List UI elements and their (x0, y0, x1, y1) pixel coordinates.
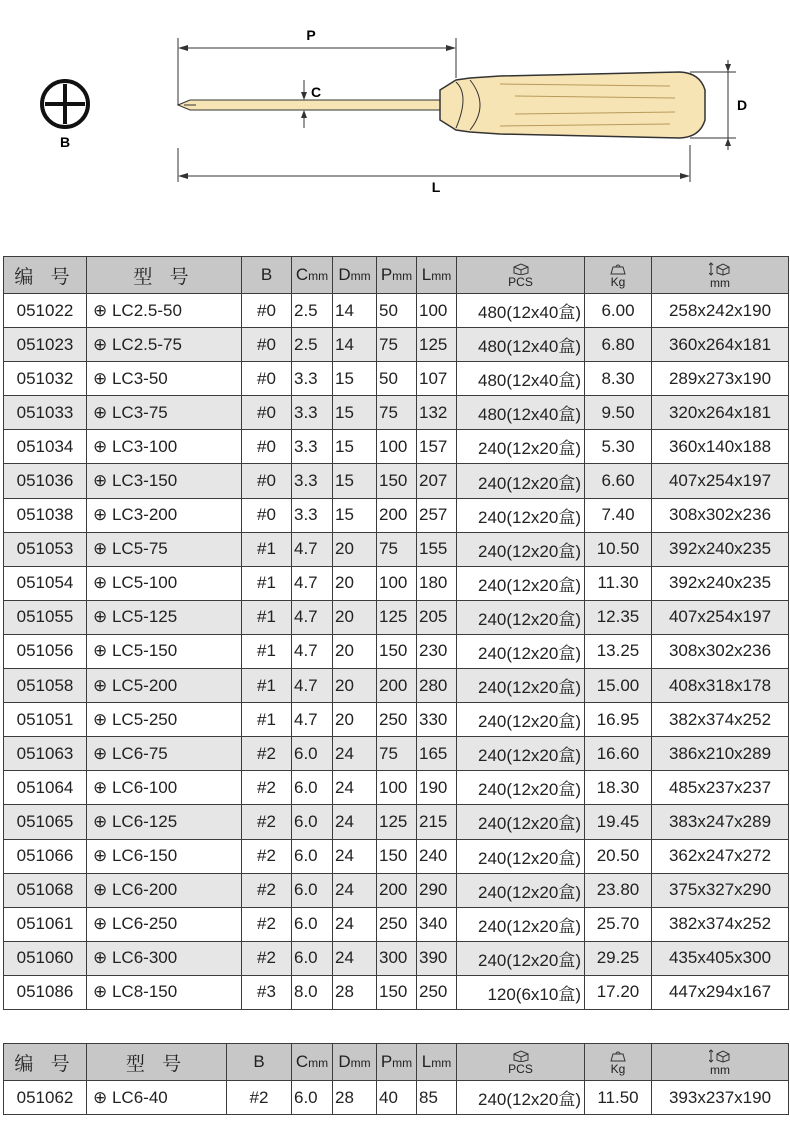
cell-mm: 362x247x272 (652, 839, 789, 873)
header-c: Cmm (292, 257, 333, 294)
cell-l: 207 (417, 464, 457, 498)
cell-mm: 392x240x235 (652, 532, 789, 566)
cell-l: 330 (417, 703, 457, 737)
cell-p: 150 (377, 839, 417, 873)
table-row (4, 907, 789, 941)
header-d: Dmm (333, 257, 377, 294)
cell-model: ⊕ LC3-50 (87, 362, 242, 396)
screwdriver-dimension-diagram (0, 0, 790, 200)
cell-code: 051032 (4, 362, 87, 396)
cell-mm: 392x240x235 (652, 566, 789, 600)
cell-p: 150 (377, 634, 417, 668)
cell-code: 051033 (4, 396, 87, 430)
cell-l: 250 (417, 975, 457, 1009)
carton-box-icon (512, 1050, 530, 1062)
cell-d: 14 (333, 328, 377, 362)
label-l: L (431, 179, 441, 195)
header-b: B (227, 1044, 292, 1081)
cell-b: #1 (242, 634, 292, 668)
cell-kg: 5.30 (585, 430, 652, 464)
cell-model: ⊕ LC6-250 (87, 907, 242, 941)
weight-icon (610, 1050, 626, 1062)
cell-kg: 11.30 (585, 566, 652, 600)
cell-l: 280 (417, 669, 457, 703)
cell-code: 051051 (4, 703, 87, 737)
cell-c: 6.0 (292, 805, 333, 839)
cell-c: 3.3 (292, 362, 333, 396)
label-d: D (736, 97, 748, 113)
cell-model: ⊕ LC6-40 (87, 1081, 227, 1115)
cell-mm: 382x374x252 (652, 703, 789, 737)
cell-p: 125 (377, 600, 417, 634)
cell-model: ⊕ LC6-200 (87, 873, 242, 907)
cell-d: 20 (333, 669, 377, 703)
cell-mm: 408x318x178 (652, 669, 789, 703)
cell-b: #1 (242, 669, 292, 703)
cell-code: 051054 (4, 566, 87, 600)
cell-b: #0 (242, 362, 292, 396)
cell-pcs: 240(12x20盒) (457, 805, 585, 839)
cell-d: 14 (333, 294, 377, 328)
table-row (4, 839, 789, 873)
table-row (4, 328, 789, 362)
cell-model: ⊕ LC5-100 (87, 566, 242, 600)
cell-mm: 308x302x236 (652, 498, 789, 532)
cell-l: 155 (417, 532, 457, 566)
header-kg: Kg (585, 257, 652, 294)
header-b: B (242, 257, 292, 294)
cell-l: 165 (417, 737, 457, 771)
cell-d: 24 (333, 805, 377, 839)
cell-d: 15 (333, 498, 377, 532)
cell-model: ⊕ LC6-75 (87, 737, 242, 771)
cell-l: 257 (417, 498, 457, 532)
cell-pcs: 120(6x10盒) (457, 975, 585, 1009)
cell-kg: 13.25 (585, 634, 652, 668)
cell-d: 15 (333, 430, 377, 464)
cell-d: 24 (333, 941, 377, 975)
cell-p: 75 (377, 737, 417, 771)
cell-mm: 258x242x190 (652, 294, 789, 328)
header-p: Pmm (377, 1044, 417, 1081)
cell-b: #2 (242, 737, 292, 771)
table-row (4, 805, 789, 839)
cell-b: #0 (242, 464, 292, 498)
cell-l: 157 (417, 430, 457, 464)
screwdriver-shaft (178, 100, 440, 110)
cell-l: 85 (417, 1081, 457, 1115)
cell-c: 6.0 (292, 873, 333, 907)
cell-model: ⊕ LC5-250 (87, 703, 242, 737)
screwdriver-handle (440, 72, 705, 138)
table-row (4, 600, 789, 634)
cell-pcs: 240(12x20盒) (457, 669, 585, 703)
cell-d: 20 (333, 703, 377, 737)
cell-c: 6.0 (292, 771, 333, 805)
header-l: Lmm (417, 1044, 457, 1081)
cell-model: ⊕ LC6-100 (87, 771, 242, 805)
cell-model: ⊕ LC5-200 (87, 669, 242, 703)
cell-b: #0 (242, 396, 292, 430)
dimension-box-icon (709, 1049, 731, 1063)
cell-kg: 12.35 (585, 600, 652, 634)
cell-p: 150 (377, 464, 417, 498)
cell-l: 215 (417, 805, 457, 839)
table-row (4, 669, 789, 703)
header-mm: mm (652, 257, 789, 294)
cell-kg: 8.30 (585, 362, 652, 396)
table-row (4, 737, 789, 771)
cell-c: 4.7 (292, 634, 333, 668)
cell-pcs: 240(12x20盒) (457, 907, 585, 941)
cell-c: 6.0 (292, 941, 333, 975)
cell-code: 051056 (4, 634, 87, 668)
cell-pcs: 240(12x20盒) (457, 839, 585, 873)
cell-b: #0 (242, 294, 292, 328)
cell-l: 290 (417, 873, 457, 907)
cell-code: 051068 (4, 873, 87, 907)
weight-icon (610, 263, 626, 275)
cell-mm: 308x302x236 (652, 634, 789, 668)
cell-b: #1 (242, 532, 292, 566)
cell-b: #2 (242, 873, 292, 907)
cell-d: 24 (333, 771, 377, 805)
cell-c: 4.7 (292, 600, 333, 634)
cell-p: 100 (377, 566, 417, 600)
cell-code: 051038 (4, 498, 87, 532)
cell-mm: 375x327x290 (652, 873, 789, 907)
cell-c: 3.3 (292, 464, 333, 498)
cell-p: 75 (377, 532, 417, 566)
cell-model: ⊕ LC6-150 (87, 839, 242, 873)
cell-kg: 25.70 (585, 907, 652, 941)
cell-d: 20 (333, 532, 377, 566)
table-row (4, 634, 789, 668)
cell-c: 6.0 (292, 1081, 333, 1115)
cell-mm: 289x273x190 (652, 362, 789, 396)
cell-model: ⊕ LC3-200 (87, 498, 242, 532)
cell-l: 240 (417, 839, 457, 873)
header-l: Lmm (417, 257, 457, 294)
cell-b: #2 (242, 839, 292, 873)
cell-kg: 20.50 (585, 839, 652, 873)
cell-pcs: 240(12x20盒) (457, 634, 585, 668)
cell-pcs: 480(12x40盒) (457, 396, 585, 430)
table-header-row (4, 257, 789, 294)
table-row (4, 975, 789, 1009)
cell-p: 50 (377, 294, 417, 328)
table-row (4, 498, 789, 532)
cell-code: 051058 (4, 669, 87, 703)
table-row (4, 1081, 789, 1115)
cell-kg: 23.80 (585, 873, 652, 907)
cell-pcs: 240(12x20盒) (457, 430, 585, 464)
cell-model: ⊕ LC3-100 (87, 430, 242, 464)
cell-l: 107 (417, 362, 457, 396)
cell-mm: 320x264x181 (652, 396, 789, 430)
cell-d: 28 (333, 1081, 377, 1115)
table-row (4, 566, 789, 600)
cell-p: 300 (377, 941, 417, 975)
header-code: 编 号 (4, 1044, 87, 1081)
header-model: 型 号 (87, 1044, 227, 1081)
cell-kg: 17.20 (585, 975, 652, 1009)
cell-mm: 407x254x197 (652, 600, 789, 634)
cell-d: 24 (333, 737, 377, 771)
cell-model: ⊕ LC2.5-75 (87, 328, 242, 362)
cell-l: 340 (417, 907, 457, 941)
cell-c: 8.0 (292, 975, 333, 1009)
cell-pcs: 240(12x20盒) (457, 566, 585, 600)
cell-mm: 383x247x289 (652, 805, 789, 839)
cell-pcs: 240(12x20盒) (457, 703, 585, 737)
cell-b: #2 (242, 805, 292, 839)
cell-p: 150 (377, 975, 417, 1009)
cell-code: 051053 (4, 532, 87, 566)
cell-c: 4.7 (292, 532, 333, 566)
cell-d: 15 (333, 464, 377, 498)
header-p: Pmm (377, 257, 417, 294)
header-d: Dmm (333, 1044, 377, 1081)
cell-d: 24 (333, 839, 377, 873)
cell-pcs: 240(12x20盒) (457, 941, 585, 975)
cell-kg: 7.40 (585, 498, 652, 532)
cell-code: 051062 (4, 1081, 87, 1115)
table-row (4, 362, 789, 396)
cell-mm: 360x264x181 (652, 328, 789, 362)
table-row (4, 771, 789, 805)
cell-kg: 16.95 (585, 703, 652, 737)
cell-mm: 386x210x289 (652, 737, 789, 771)
cell-kg: 9.50 (585, 396, 652, 430)
cell-kg: 11.50 (585, 1081, 652, 1115)
cell-code: 051036 (4, 464, 87, 498)
cell-c: 2.5 (292, 328, 333, 362)
table-row (4, 532, 789, 566)
cell-b: #2 (242, 941, 292, 975)
cell-model: ⊕ LC5-75 (87, 532, 242, 566)
cell-d: 20 (333, 600, 377, 634)
cell-model: ⊕ LC3-150 (87, 464, 242, 498)
cell-d: 28 (333, 975, 377, 1009)
cell-mm: 485x237x237 (652, 771, 789, 805)
header-code: 编 号 (4, 257, 87, 294)
cell-mm: 360x140x188 (652, 430, 789, 464)
cell-c: 6.0 (292, 839, 333, 873)
cell-code: 051060 (4, 941, 87, 975)
cell-b: #2 (227, 1081, 292, 1115)
cell-b: #1 (242, 566, 292, 600)
cell-mm: 407x254x197 (652, 464, 789, 498)
cell-kg: 6.80 (585, 328, 652, 362)
cell-kg: 18.30 (585, 771, 652, 805)
cell-pcs: 240(12x20盒) (457, 873, 585, 907)
cell-code: 051061 (4, 907, 87, 941)
cell-model: ⊕ LC5-150 (87, 634, 242, 668)
cell-p: 250 (377, 703, 417, 737)
cell-d: 15 (333, 362, 377, 396)
table-row (4, 464, 789, 498)
cell-kg: 15.00 (585, 669, 652, 703)
cell-p: 100 (377, 430, 417, 464)
table-row (4, 430, 789, 464)
cell-code: 051023 (4, 328, 87, 362)
cell-mm: 382x374x252 (652, 907, 789, 941)
cell-l: 390 (417, 941, 457, 975)
spec-table (3, 256, 789, 1010)
cell-b: #0 (242, 498, 292, 532)
spec-table-extra (3, 1043, 789, 1115)
cell-pcs: 240(12x20盒) (457, 532, 585, 566)
carton-box-icon (512, 263, 530, 275)
cell-p: 200 (377, 498, 417, 532)
cell-c: 4.7 (292, 669, 333, 703)
cell-model: ⊕ LC3-75 (87, 396, 242, 430)
cell-c: 6.0 (292, 907, 333, 941)
table-row (4, 873, 789, 907)
label-b: B (59, 134, 71, 150)
cell-code: 051065 (4, 805, 87, 839)
table-row (4, 294, 789, 328)
cell-code: 051022 (4, 294, 87, 328)
cell-b: #1 (242, 600, 292, 634)
cell-code: 051066 (4, 839, 87, 873)
cell-d: 24 (333, 907, 377, 941)
phillips-symbol-icon (42, 81, 88, 127)
cell-pcs: 240(12x20盒) (457, 771, 585, 805)
cell-p: 75 (377, 396, 417, 430)
cell-mm: 447x294x167 (652, 975, 789, 1009)
cell-l: 100 (417, 294, 457, 328)
cell-d: 20 (333, 566, 377, 600)
table-row (4, 396, 789, 430)
cell-b: #0 (242, 328, 292, 362)
cell-c: 3.3 (292, 430, 333, 464)
cell-c: 4.7 (292, 566, 333, 600)
header-pcs: PCS (457, 257, 585, 294)
cell-model: ⊕ LC8-150 (87, 975, 242, 1009)
cell-kg: 6.00 (585, 294, 652, 328)
cell-c: 4.7 (292, 703, 333, 737)
cell-p: 200 (377, 669, 417, 703)
cell-pcs: 480(12x40盒) (457, 294, 585, 328)
cell-p: 75 (377, 328, 417, 362)
cell-kg: 16.60 (585, 737, 652, 771)
cell-code: 051063 (4, 737, 87, 771)
cell-code: 051034 (4, 430, 87, 464)
cell-p: 100 (377, 771, 417, 805)
cell-kg: 10.50 (585, 532, 652, 566)
header-mm: mm (652, 1044, 789, 1081)
label-c: C (310, 84, 322, 100)
cell-code: 051064 (4, 771, 87, 805)
cell-b: #3 (242, 975, 292, 1009)
cell-c: 3.3 (292, 498, 333, 532)
cell-pcs: 240(12x20盒) (457, 737, 585, 771)
dimension-box-icon (709, 262, 731, 276)
cell-mm: 435x405x300 (652, 941, 789, 975)
cell-kg: 6.60 (585, 464, 652, 498)
cell-code: 051055 (4, 600, 87, 634)
cell-kg: 19.45 (585, 805, 652, 839)
cell-mm: 393x237x190 (652, 1081, 789, 1115)
cell-b: #0 (242, 430, 292, 464)
cell-pcs: 480(12x40盒) (457, 362, 585, 396)
cell-c: 3.3 (292, 396, 333, 430)
cell-c: 2.5 (292, 294, 333, 328)
cell-l: 190 (417, 771, 457, 805)
table-row (4, 703, 789, 737)
cell-p: 40 (377, 1081, 417, 1115)
cell-b: #2 (242, 771, 292, 805)
header-model: 型 号 (87, 257, 242, 294)
cell-kg: 29.25 (585, 941, 652, 975)
cell-pcs: 240(12x20盒) (457, 464, 585, 498)
cell-l: 230 (417, 634, 457, 668)
table-header-row (4, 1044, 789, 1081)
cell-d: 24 (333, 873, 377, 907)
header-c: Cmm (292, 1044, 333, 1081)
cell-c: 6.0 (292, 737, 333, 771)
cell-d: 20 (333, 634, 377, 668)
cell-p: 125 (377, 805, 417, 839)
header-kg: Kg (585, 1044, 652, 1081)
cell-l: 205 (417, 600, 457, 634)
cell-p: 50 (377, 362, 417, 396)
cell-b: #2 (242, 907, 292, 941)
cell-l: 132 (417, 396, 457, 430)
cell-pcs: 240(12x20盒) (457, 600, 585, 634)
cell-d: 15 (333, 396, 377, 430)
cell-model: ⊕ LC2.5-50 (87, 294, 242, 328)
cell-l: 180 (417, 566, 457, 600)
cell-model: ⊕ LC5-125 (87, 600, 242, 634)
table-row (4, 941, 789, 975)
cell-p: 200 (377, 873, 417, 907)
cell-pcs: 480(12x40盒) (457, 328, 585, 362)
cell-p: 250 (377, 907, 417, 941)
cell-pcs: 240(12x20盒) (457, 498, 585, 532)
cell-code: 051086 (4, 975, 87, 1009)
cell-l: 125 (417, 328, 457, 362)
label-p: P (306, 27, 316, 43)
cell-pcs: 240(12x20盒) (457, 1081, 585, 1115)
cell-model: ⊕ LC6-300 (87, 941, 242, 975)
cell-model: ⊕ LC6-125 (87, 805, 242, 839)
cell-b: #1 (242, 703, 292, 737)
header-pcs: PCS (457, 1044, 585, 1081)
